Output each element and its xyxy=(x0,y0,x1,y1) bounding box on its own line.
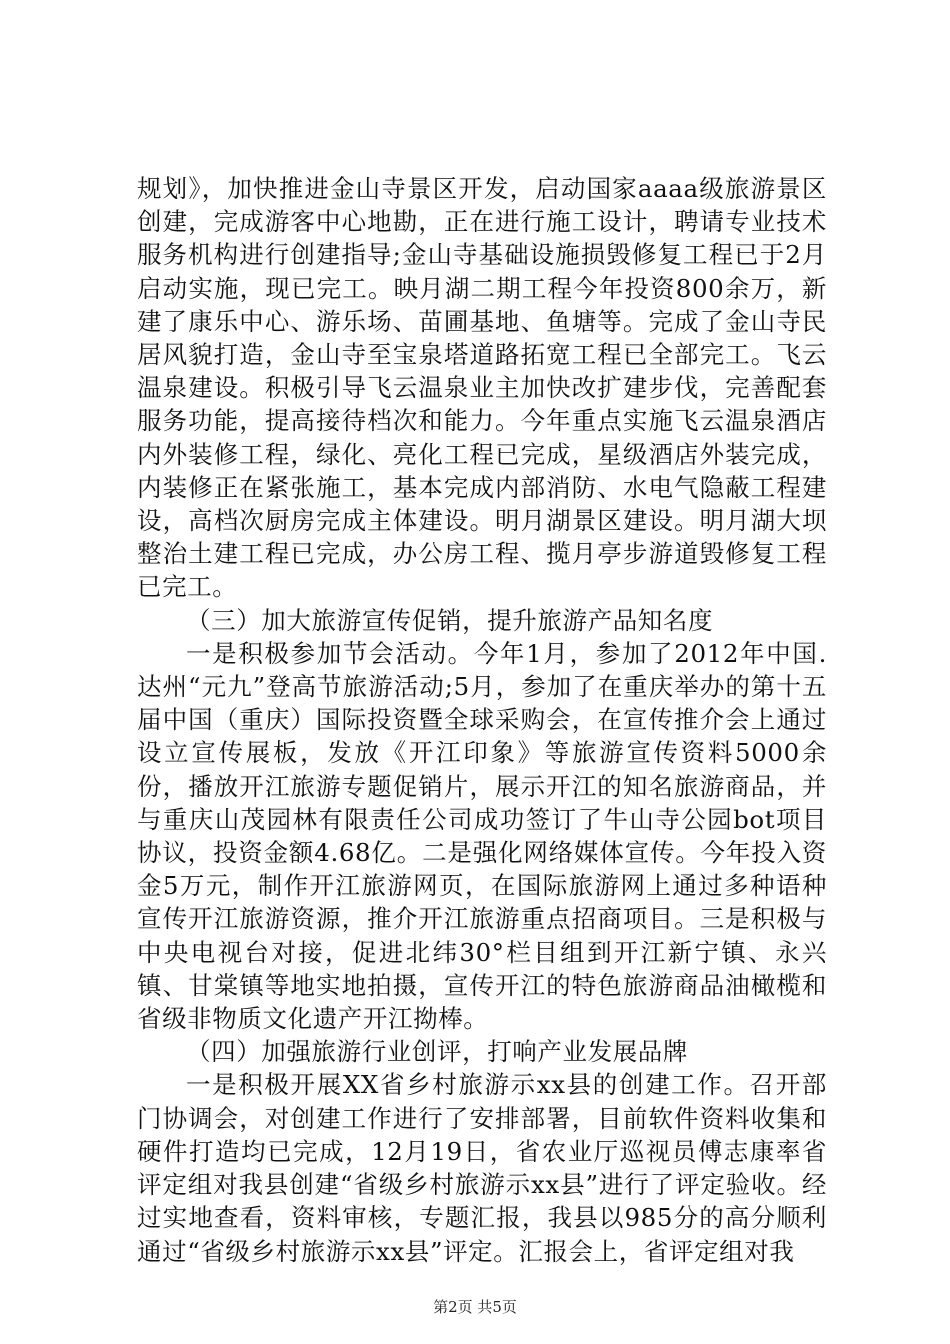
document-body xyxy=(137,172,827,1268)
paragraph-promotion: 一是积极参加节会活动。今年1月，参加了2012年中国.达州“元九”登高节旅游活动;5月，参加了在重庆举办的第十五届中国（重庆）国际投资暨全球采购会，在宣传推介会上通过设立宣传展板，发放《开江印象》等旅游宣传资料5000余份，播放开江旅游专题促销片，展示开江的知名旅游商品，并与重庆山茂园林有限责任公司成功签订了牛山寺公园bot项目协议，投资金额4.68亿。二是强化网络媒体宣传。今年投入资金5万元，制作开江旅游网页，在国际旅游网上通过多种语种宣传开江旅游资源，推介开江旅游重点招商项目。三是积极与中央电视台对接，促进北纬30°栏目组到开江新宁镇、永兴镇、甘棠镇等地实地拍摄，宣传开江的特色旅游商品油橄榄和省级非物质文化遗产开江拗棒。 xyxy=(137,638,827,1034)
page-footer: 第2页 共5页 xyxy=(433,1298,517,1316)
paragraph-continuation: 规划》，加快推进金山寺景区开发，启动国家aaaa级旅游景区创建，完成游客中心地勘，正在进行施工设计，聘请专业技术服务机构进行创建指导;金山寺基础设施损毁修复工程已于2月启动实施，现已完工。映月湖二期工程今年投资800余万，新建了康乐中心、游乐场、苗圃基地、鱼塘等。完成了金山寺民居风貌打造，金山寺至宝泉塔道路拓宽工程已全部完工。飞云温泉建设。积极引导飞云温泉业主加快改扩建步伐，完善配套服务功能，提高接待档次和能力。今年重点实施飞云温泉酒店内外装修工程，绿化、亮化工程已完成，星级酒店外装完成，内装修正在紧张施工，基本完成内部消防、水电气隐蔽工程建设，高档次厨房完成主体建设。明月湖景区建设。明月湖大坝整治土建工程已完成，办公房工程、揽月亭步游道毁修复工程已完工。 xyxy=(137,174,827,602)
section-heading-3: （三）加大旅游宣传促销，提升旅游产品知名度 xyxy=(186,605,714,635)
section-heading-4: （四）加强旅游行业创评，打响产业发展品牌 xyxy=(186,1037,688,1067)
paragraph-rural-tourism: 一是积极开展XX省乡村旅游示xx县的创建工作。召开部门协调会，对创建工作进行了安排部署，目前软件资料收集和硬件打造均已完成，12月19日，省农业厅巡视员傅志康率省评定组对我县创建“省级乡村旅游示xx县”进行了评定验收。经过实地查看，资料审核，专题汇报，我县以985分的高分顺利通过“省级乡村旅游示xx县”评定。汇报会上，省评定组对我 xyxy=(137,1070,827,1266)
